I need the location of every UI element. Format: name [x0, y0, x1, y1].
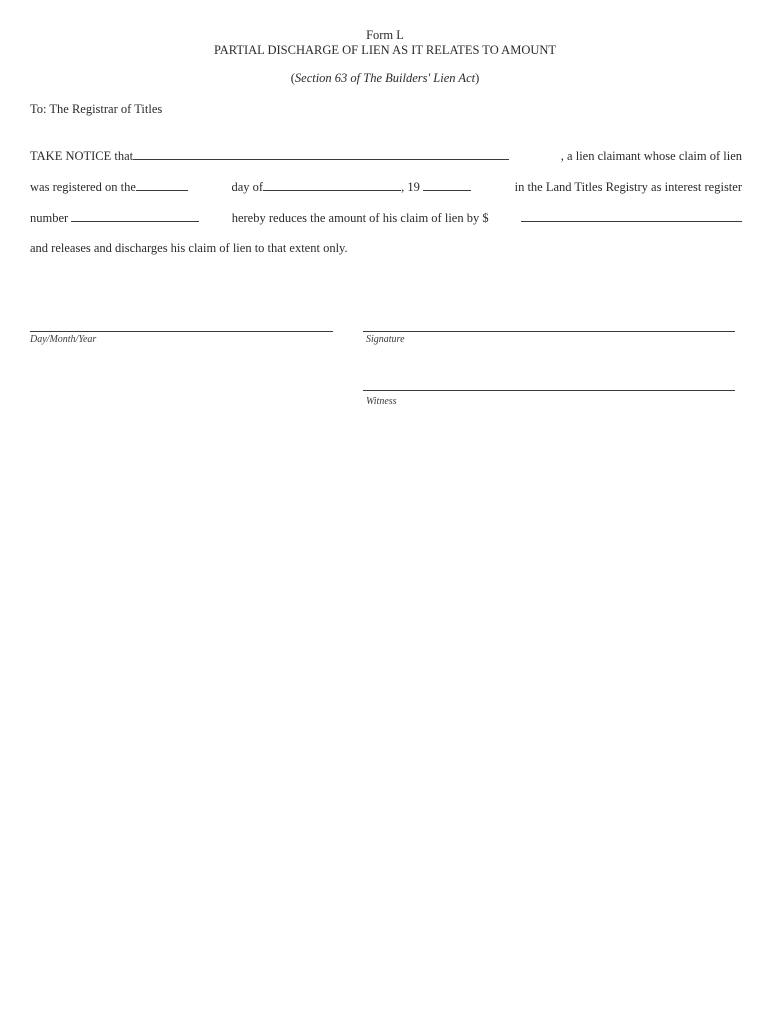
body-line-1 — [30, 148, 742, 164]
lien-claimant-name-blank[interactable] — [133, 148, 509, 160]
form-label: Form L — [366, 28, 404, 42]
subtitle-text: Section 63 of The Builders' Lien Act — [294, 71, 476, 85]
amount-blank[interactable] — [521, 210, 742, 222]
date-caption: Day/Month/Year — [30, 334, 97, 345]
registered-on-text: was registered on the — [30, 180, 136, 194]
reduces-amount-text: hereby reduces the amount of his claim of lien by $ — [231, 211, 489, 225]
body-line-2 — [30, 179, 742, 195]
form-subtitle — [0, 71, 770, 86]
signature-line[interactable] — [363, 331, 735, 332]
witness-line[interactable] — [363, 390, 735, 391]
addressee: To: The Registrar of Titles — [30, 102, 163, 116]
day-blank[interactable] — [136, 179, 188, 191]
releases-text: and releases and discharges his claim of lien to that extent only. — [30, 241, 348, 255]
signature-caption: Signature — [366, 334, 405, 345]
body-line-3 — [30, 210, 742, 226]
day-of-text: day of — [231, 180, 264, 194]
year-blank[interactable] — [423, 179, 471, 191]
lien-claimant-text: , a lien claimant whose claim of lien — [560, 149, 742, 163]
subtitle-open-paren: ( — [290, 71, 295, 85]
take-notice-text: TAKE NOTICE that — [30, 149, 134, 163]
witness-caption: Witness — [366, 396, 397, 407]
land-titles-text: in the Land Titles Registry as interest register — [514, 180, 742, 194]
form-title: PARTIAL DISCHARGE OF LIEN AS IT RELATES TO AMOUNT — [213, 43, 557, 57]
year-prefix-text: , 19 — [401, 180, 420, 194]
interest-register-number-blank[interactable] — [71, 210, 199, 222]
date-line[interactable] — [30, 331, 333, 332]
number-text: number — [30, 211, 69, 225]
subtitle-close-paren: ) — [475, 71, 480, 85]
month-blank[interactable] — [263, 179, 401, 191]
